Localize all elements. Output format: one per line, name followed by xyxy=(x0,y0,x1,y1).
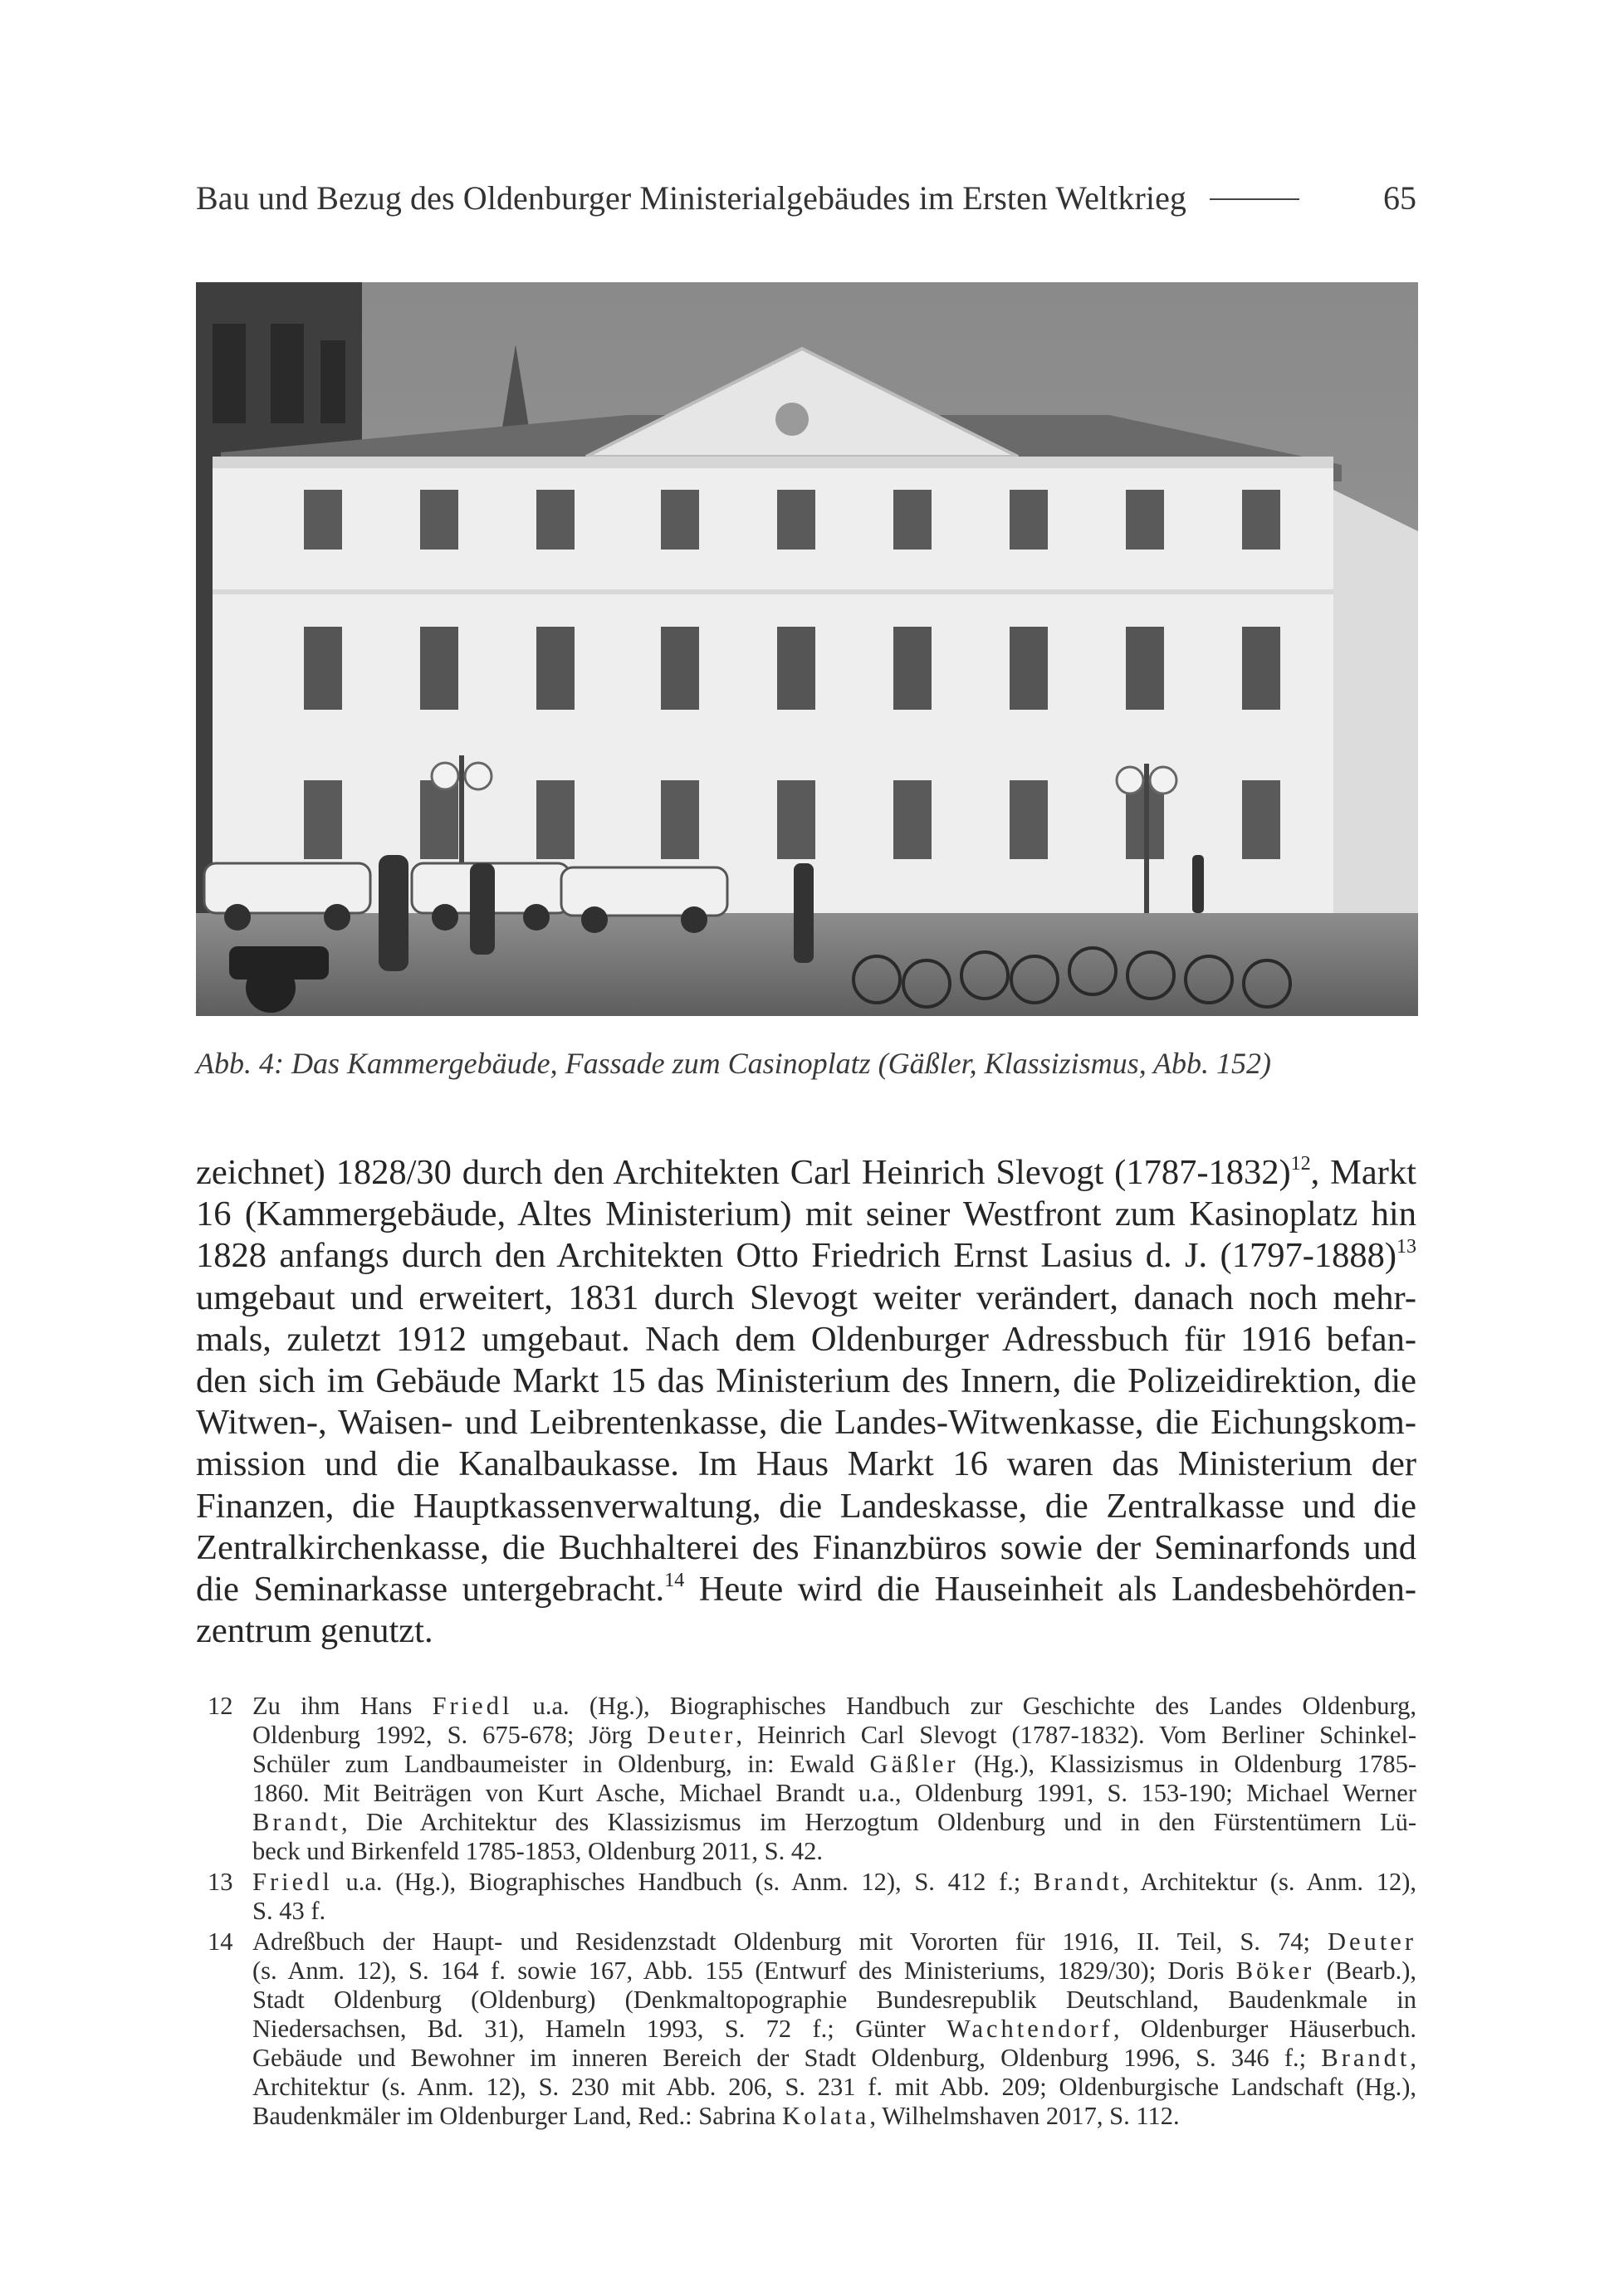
footnote-13: 13 Friedl u.a. (Hg.), Biographisches Handbuch (s. Anm. 12), S. 412 f.; Brandt, Architektur (s. Anm. 12), S. 43 f. xyxy=(208,1868,1416,1925)
running-head-rule xyxy=(1210,198,1299,200)
body-line: mission und die Kanalbaukasse. Im Haus Markt 16 waren das Ministerium der xyxy=(196,1444,1416,1484)
footnote-12: 12 Zu ihm Hans Friedl u.a. (Hg.), Biographisches Handbuch zur Geschichte des Landes Oldenburg, Oldenburg 1992, S. 675-678; Jörg Deuter, Heinrich Carl Slevogt (1787-1832). Vom Berliner Schinkel- Schüler zum Landbaumeister in Oldenburg, in: Ewald Gäßler (Hg.), Klassizismus in Oldenburg 1785- 1860. Mit Beiträgen von Kurt Asche, Michael Brandt u.a., Oldenburg 1991, S. 153-190; Michael Werner Brandt, Die Architektur des Klassizismus im Herzogtum Oldenburg und in den Fürstentümern Lü- beck und Birkenfeld 1785-1853, Oldenburg 2011, S. 42. xyxy=(208,1692,1417,1865)
footnote-number: 14 xyxy=(208,1927,233,1956)
running-head xyxy=(196,171,1416,224)
body-line: Witwen-, Waisen- und Leibrentenkasse, die Landes-Witwenkasse, die Eichungskom- xyxy=(196,1403,1416,1443)
figure-caption: Abb. 4: Das Kammergebäude, Fassade zum Casinoplatz (Gäßler, Klassizismus, Abb. 152) xyxy=(196,1047,1272,1080)
footnote-ref-12[interactable]: 12 xyxy=(1290,1152,1311,1175)
body-paragraph xyxy=(196,1152,1416,1652)
body-line: zeichnet) 1828/30 durch den Architekten Carl Heinrich Slevogt (1787-1832)$^{12}$, Markt xyxy=(196,1152,1416,1192)
footnote-number: 13 xyxy=(208,1868,233,1896)
body-line: den sich im Gebäude Markt 15 das Ministerium des Innern, die Polizeidirektion, die xyxy=(196,1361,1416,1401)
body-line: zentrum genutzt. xyxy=(196,1611,433,1651)
body-line: mals, zuletzt 1912 umgebaut. Nach dem Oldenburger Adressbuch für 1916 befan- xyxy=(196,1319,1416,1359)
running-head-title: Bau und Bezug des Oldenburger Ministerialgebäudes im Ersten Weltkrieg xyxy=(196,178,1187,217)
body-line: Zentralkirchenkasse, die Buchhalterei des Finanzbüros sowie der Seminarfonds und xyxy=(196,1527,1416,1567)
photo-illustration xyxy=(196,282,1418,1016)
footnote-ref-14[interactable]: 14 xyxy=(664,1569,685,1591)
body-line: 16 (Kammergebäude, Altes Ministerium) mit seiner Westfront zum Kasinoplatz hin xyxy=(196,1194,1416,1234)
body-line: 1828 anfangs durch den Architekten Otto Friedrich Ernst Lasius d. J. (1797-1888)$^{13}$ xyxy=(196,1236,1416,1276)
footnote-14: 14 Adreßbuch der Haupt- und Residenzstadt Oldenburg mit Vororten für 1916, II. Teil, S. 74; Deuter (s. Anm. 12), S. 164 f. sowie 167, Abb. 155 (Entwurf des Ministeriums, 1829/30); Doris Böker (Bearb.), Stadt Oldenburg (Oldenburg) (Denkmaltopographie Bundesrepublik Deutschland, Baudenkmale in Niedersachsen, Bd. 31), Hameln 1993, S. 72 f.; Günter Wachtendorf, Oldenburger Häuserbuch. Gebäude und Bewohner im inneren Bereich der Stadt Oldenburg, Oldenburg 1996, S. 346 f.; Brandt, Architektur (s. Anm. 12), S. 230 mit Abb. 206, S. 231 f. mit Abb. 209; Oldenburgische Landschaft (Hg.), Baudenkmäler im Oldenburger Land, Red.: Sabrina Kolata, Wilhelmshaven 2017, S. 112. xyxy=(208,1927,1416,2130)
page-number: 65 xyxy=(1383,178,1416,217)
body-line: die Seminarkasse untergebracht.$^{14}$ Heute wird die Hauseinheit als Landesbehörden- xyxy=(196,1569,1416,1610)
footnote-ref-13[interactable]: 13 xyxy=(1396,1236,1416,1258)
footnote-number: 12 xyxy=(208,1692,233,1720)
building-photograph xyxy=(196,282,1418,1016)
body-line: umgebaut und erweitert, 1831 durch Slevogt weiter verändert, danach noch mehr- xyxy=(196,1277,1416,1317)
body-line: Finanzen, die Hauptkassenverwaltung, die Landeskasse, die Zentralkasse und die xyxy=(196,1486,1416,1526)
footnotes xyxy=(196,1692,1416,2132)
